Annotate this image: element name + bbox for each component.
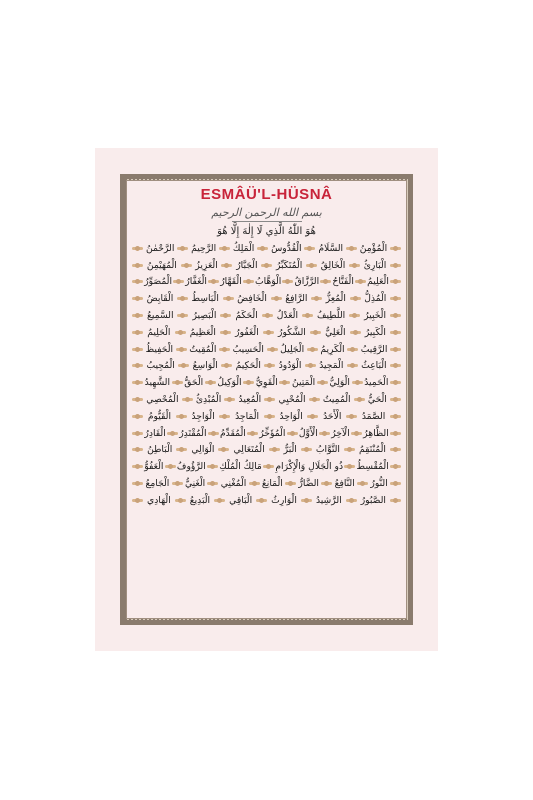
ornament-icon xyxy=(178,363,189,368)
ornament-icon xyxy=(176,347,187,352)
divine-name: الْحَسِيبُ xyxy=(232,343,264,355)
ornament-icon xyxy=(132,498,143,503)
ornament-icon xyxy=(167,431,178,436)
divine-name: الْعَلِيُّ xyxy=(325,326,346,338)
header-verse: هُوَ اللّٰهُ الَّذِي لَا إِلٰهَ إِلَّا هُوَ xyxy=(217,226,316,237)
divine-name: الْمُؤْمِنُ xyxy=(359,242,388,254)
ornament-icon xyxy=(207,464,218,469)
ornament-icon xyxy=(344,447,355,452)
divine-name: اللَّطِيفُ xyxy=(316,310,346,322)
ornament-icon xyxy=(264,397,275,402)
names-row xyxy=(132,290,401,307)
ornament-icon xyxy=(357,481,368,486)
ornament-icon xyxy=(302,313,313,318)
divine-name: الْوَدُودُ xyxy=(278,360,302,372)
ornament-icon xyxy=(321,481,332,486)
ornament-icon xyxy=(132,447,143,452)
names-grid xyxy=(132,240,401,509)
ornament-icon xyxy=(346,246,357,251)
divine-name: الْمَجِيدُ xyxy=(319,360,344,372)
ornament-icon xyxy=(307,414,318,419)
ornament-icon xyxy=(263,330,274,335)
ornament-icon xyxy=(177,313,188,318)
ornament-icon xyxy=(317,380,328,385)
divine-name: الْمُؤَخِّرُ xyxy=(259,427,286,439)
divine-name: الْمُنْتَقِمُ xyxy=(359,444,386,456)
ornament-icon xyxy=(304,246,315,251)
ornament-icon xyxy=(346,414,357,419)
divine-name: الْحَلِيمُ xyxy=(147,326,171,338)
divine-name: الْمُذِلُّ xyxy=(364,293,387,305)
divine-name: مَالِكُ الْمُلْكِ xyxy=(219,461,262,473)
divine-name: الْمُحْصِي xyxy=(146,394,179,406)
ornament-icon xyxy=(301,447,312,452)
ornament-icon xyxy=(262,313,273,318)
divine-name: الْقَادِرُ xyxy=(144,427,166,439)
divine-name: الْوَاسِعُ xyxy=(192,360,218,372)
divine-name: الْحَكَمُ xyxy=(235,310,258,322)
ornament-icon xyxy=(208,279,219,284)
ornament-icon xyxy=(349,263,360,268)
ornament-icon xyxy=(224,397,235,402)
divine-name: الْقُدُّوسُ xyxy=(271,242,302,254)
ornament-icon xyxy=(220,313,231,318)
divine-name: الْخَافِضُ xyxy=(237,293,267,305)
ornament-icon xyxy=(205,380,216,385)
ornament-icon xyxy=(390,246,401,251)
ornament-icon xyxy=(132,246,143,251)
ornament-icon xyxy=(177,246,188,251)
ornament-icon xyxy=(221,263,232,268)
divine-name: الْوَالِي xyxy=(191,444,215,456)
poster-content xyxy=(126,180,407,619)
names-row xyxy=(132,374,401,391)
divine-name: الشَّهِيدُ xyxy=(144,377,171,389)
ornament-icon xyxy=(208,431,219,436)
ornament-icon xyxy=(390,330,401,335)
divine-name: الْغَفَّارُ xyxy=(185,276,207,288)
ornament-icon xyxy=(279,380,290,385)
ornament-icon xyxy=(271,296,282,301)
ornament-icon xyxy=(132,330,143,335)
divine-name: الْحَكِيمُ xyxy=(235,360,261,372)
ornament-icon xyxy=(390,296,401,301)
names-row xyxy=(132,240,401,257)
ornament-icon xyxy=(219,347,230,352)
divine-name: الشَّكُورُ xyxy=(278,326,306,338)
ornament-icon xyxy=(172,380,183,385)
divine-name: الصَّبُورُ xyxy=(360,494,386,506)
ornament-icon xyxy=(301,498,312,503)
ornament-icon xyxy=(256,498,267,503)
ornament-icon xyxy=(390,447,401,452)
ornament-icon xyxy=(257,246,268,251)
ornament-icon xyxy=(390,431,401,436)
divine-name: الْحَفِيظُ xyxy=(145,343,174,355)
divine-name: الرَّؤُوفُ xyxy=(176,461,206,473)
divine-name: الرَّحْمٰنُ xyxy=(145,242,175,254)
divine-name: الْمَانِعُ xyxy=(261,478,283,490)
divine-name: الْفَتَّاحُ xyxy=(332,276,354,288)
ornament-icon xyxy=(219,246,230,251)
ornament-icon xyxy=(319,431,330,436)
divine-name: الْمُتَكَبِّرُ xyxy=(275,259,303,271)
divine-name: الْغَنِيُّ xyxy=(184,478,206,490)
ornament-icon xyxy=(390,397,401,402)
divine-name: الْبَارِئُ xyxy=(363,259,387,271)
ornament-icon xyxy=(182,397,193,402)
ornament-icon xyxy=(172,481,183,486)
divine-name: الْمَاجِدُ xyxy=(235,410,260,422)
divine-name: الضَّارُّ xyxy=(298,478,319,490)
ornament-icon xyxy=(310,330,321,335)
divine-name: السَّمِيعُ xyxy=(146,310,174,322)
ornament-icon xyxy=(309,397,320,402)
divine-name: السَّلَامُ xyxy=(318,242,344,254)
divine-name: الْخَبِيرُ xyxy=(364,310,387,322)
ornament-icon xyxy=(305,363,316,368)
names-row xyxy=(132,458,401,475)
names-row xyxy=(132,442,401,459)
divider xyxy=(232,221,302,222)
divine-name: الْخَالِقُ xyxy=(320,259,346,271)
divine-name: الْأَحَدُ xyxy=(323,410,342,422)
ornament-icon xyxy=(390,481,401,486)
poster xyxy=(95,148,438,651)
divine-name: الْقَهَّارُ xyxy=(220,276,242,288)
ornament-icon xyxy=(344,464,355,469)
ornament-icon xyxy=(173,279,184,284)
divine-name: الرَّحِيمُ xyxy=(191,242,217,254)
ornament-icon xyxy=(243,279,254,284)
ornament-icon xyxy=(207,481,218,486)
ornament-icon xyxy=(132,263,143,268)
ornament-icon xyxy=(390,498,401,503)
ornament-icon xyxy=(243,380,254,385)
divine-name: الْعَفُوُّ xyxy=(144,461,164,473)
divine-name: الرَّزَّاقُ xyxy=(294,276,320,288)
ornament-icon xyxy=(175,498,186,503)
divine-name: الْعَزِيزُ xyxy=(195,259,218,271)
names-row xyxy=(132,274,401,291)
ornament-icon xyxy=(264,414,275,419)
divine-name: الْبَاطِنُ xyxy=(147,444,173,456)
ornament-icon xyxy=(165,464,176,469)
divine-name: النَّافِعُ xyxy=(334,478,355,490)
divine-name: الْعَدْلُ xyxy=(276,310,299,322)
ornament-icon xyxy=(355,279,366,284)
divine-name: الصَّمَدُ xyxy=(361,410,386,422)
names-row xyxy=(132,358,401,375)
divine-name: الْوَلِيُّ xyxy=(329,377,350,389)
ornament-icon xyxy=(261,263,272,268)
divine-name: الْوَهَّابُ xyxy=(254,276,282,288)
divine-name: الْمُتَعَالِي xyxy=(233,444,265,456)
ornament-icon xyxy=(181,263,192,268)
ornament-icon xyxy=(320,279,331,284)
divine-name: الرَّافِعُ xyxy=(285,293,308,305)
divine-name: الْقَيُّومُ xyxy=(147,410,172,422)
divine-name: الْجَامِعُ xyxy=(145,478,170,490)
divine-name: الرَّشِيدُ xyxy=(315,494,342,506)
divine-name: الْمَلِكُ xyxy=(232,242,255,254)
ornament-icon xyxy=(390,347,401,352)
divine-name: الْمُقِيتُ xyxy=(189,343,217,355)
ornament-icon xyxy=(132,313,143,318)
divine-name: الْآخِرُ xyxy=(331,427,350,439)
ornament-icon xyxy=(390,313,401,318)
ornament-icon xyxy=(306,263,317,268)
ornament-icon xyxy=(264,363,275,368)
ornament-icon xyxy=(214,498,225,503)
ornament-icon xyxy=(132,464,143,469)
divine-name: التَّوَّابُ xyxy=(315,444,340,456)
ornament-icon xyxy=(269,447,280,452)
ornament-icon xyxy=(132,380,143,385)
ornament-icon xyxy=(176,414,187,419)
divine-name: الْبَصِيرُ xyxy=(192,310,217,322)
ornament-icon xyxy=(249,481,260,486)
divine-name: الْغَفُورُ xyxy=(235,326,259,338)
divine-name: الْحَمِيدُ xyxy=(364,377,389,389)
ornament-icon xyxy=(220,330,231,335)
divine-name: الْعَلِيمُ xyxy=(367,276,389,288)
ornament-icon xyxy=(132,397,143,402)
divine-name: الْبَدِيعُ xyxy=(189,494,211,506)
names-row xyxy=(132,425,401,442)
ornament-icon xyxy=(132,431,143,436)
ornament-icon xyxy=(390,414,401,419)
divine-name: الْمُعِيدُ xyxy=(238,394,262,406)
divine-name: الْوَارِثُ xyxy=(271,494,297,506)
ornament-icon xyxy=(132,414,143,419)
ornament-icon xyxy=(132,279,143,284)
ornament-icon xyxy=(390,363,401,368)
divine-name: الْبَاقِي xyxy=(229,494,253,506)
ornament-icon xyxy=(354,397,365,402)
ornament-icon xyxy=(346,498,357,503)
ornament-icon xyxy=(223,296,234,301)
ornament-icon xyxy=(221,363,232,368)
divine-name: الْهَادِي xyxy=(147,494,171,506)
basmala-calligraphy: بسم الله الرحمن الرحيم xyxy=(211,206,322,219)
divine-name: الْحَقُّ xyxy=(184,377,204,389)
divine-name: الْمُمِيتُ xyxy=(322,394,351,406)
names-row xyxy=(132,341,401,358)
divine-name: الْجَلِيلُ xyxy=(280,343,305,355)
ornament-icon xyxy=(282,279,293,284)
names-row xyxy=(132,307,401,324)
divine-name: الْمُعِزُّ xyxy=(325,293,346,305)
divine-name: الْجَبَّارُ xyxy=(236,259,258,271)
divine-name: الْوَكِيلُ xyxy=(217,377,242,389)
divine-name: الْكَبِيرُ xyxy=(364,326,386,338)
divine-name: الْمُقَدِّمُ xyxy=(219,427,246,439)
ornament-icon xyxy=(132,347,143,352)
ornament-icon xyxy=(390,380,401,385)
divine-name: ذُو الْجَلَالِ وَالْإِكْرَامِ xyxy=(275,461,344,473)
divine-name: الْمُهَيْمِنُ xyxy=(146,259,177,271)
names-row xyxy=(132,324,401,341)
ornament-icon xyxy=(287,431,298,436)
divine-name: النُّورُ xyxy=(370,478,388,490)
ornament-icon xyxy=(267,347,278,352)
ornament-icon xyxy=(347,347,358,352)
ornament-icon xyxy=(350,296,361,301)
divine-name: الْوَاجِدُ xyxy=(191,410,215,422)
ornament-icon xyxy=(311,296,322,301)
divine-name: الْمَتِينُ xyxy=(291,377,316,389)
divine-name: الْمُحْيِي xyxy=(278,394,306,406)
ornament-icon xyxy=(132,481,143,486)
ornament-icon xyxy=(263,464,274,469)
divine-name: الْمُقْتَدِرُ xyxy=(179,427,207,439)
divine-name: الْمُجِيبُ xyxy=(146,360,175,372)
ornament-icon xyxy=(219,414,230,419)
page-title: ESMÂÜ'L-HÜSNÂ xyxy=(200,186,333,203)
ornament-icon xyxy=(390,263,401,268)
names-row xyxy=(132,257,401,274)
ornament-icon xyxy=(176,447,187,452)
ornament-icon xyxy=(350,330,361,335)
ornament-icon xyxy=(175,330,186,335)
ornament-icon xyxy=(351,431,362,436)
ornament-icon xyxy=(132,296,143,301)
names-row xyxy=(132,492,401,509)
ornament-icon xyxy=(132,363,143,368)
ornament-icon xyxy=(307,347,318,352)
divine-name: الْمُبْدِئُ xyxy=(195,394,222,406)
ornament-icon xyxy=(390,464,401,469)
divine-name: الْحَيُّ xyxy=(367,394,387,406)
divine-name: الْمُغْنِي xyxy=(220,478,247,490)
ornament-icon xyxy=(390,279,401,284)
divine-name: الْكَرِيمُ xyxy=(320,343,345,355)
divine-name: الظَّاهِرُ xyxy=(363,427,389,439)
divine-name: الْبَرُّ xyxy=(283,444,297,456)
ornament-icon xyxy=(347,363,358,368)
divine-name: الْوَاحِدُ xyxy=(279,410,303,422)
ornament-icon xyxy=(352,380,363,385)
ornament-icon xyxy=(247,431,258,436)
names-row xyxy=(132,391,401,408)
divine-name: الرَّقِيبُ xyxy=(360,343,388,355)
ornament-icon xyxy=(349,313,360,318)
divine-name: الْمُصَوِّرُ xyxy=(144,276,173,288)
divine-name: الْعَظِيمُ xyxy=(189,326,216,338)
ornament-icon xyxy=(177,296,188,301)
divine-name: الْأَوَّلُ xyxy=(298,427,318,439)
divine-name: الْقَابِضُ xyxy=(146,293,174,305)
names-row xyxy=(132,408,401,425)
divine-name: الْبَاعِثُ xyxy=(361,360,387,372)
divine-name: الْمُقْسِطُ xyxy=(356,461,389,473)
divine-name: الْبَاسِطُ xyxy=(191,293,219,305)
ornament-icon xyxy=(285,481,296,486)
divine-name: الْقَوِيُّ xyxy=(255,377,278,389)
names-row xyxy=(132,475,401,492)
ornament-icon xyxy=(218,447,229,452)
